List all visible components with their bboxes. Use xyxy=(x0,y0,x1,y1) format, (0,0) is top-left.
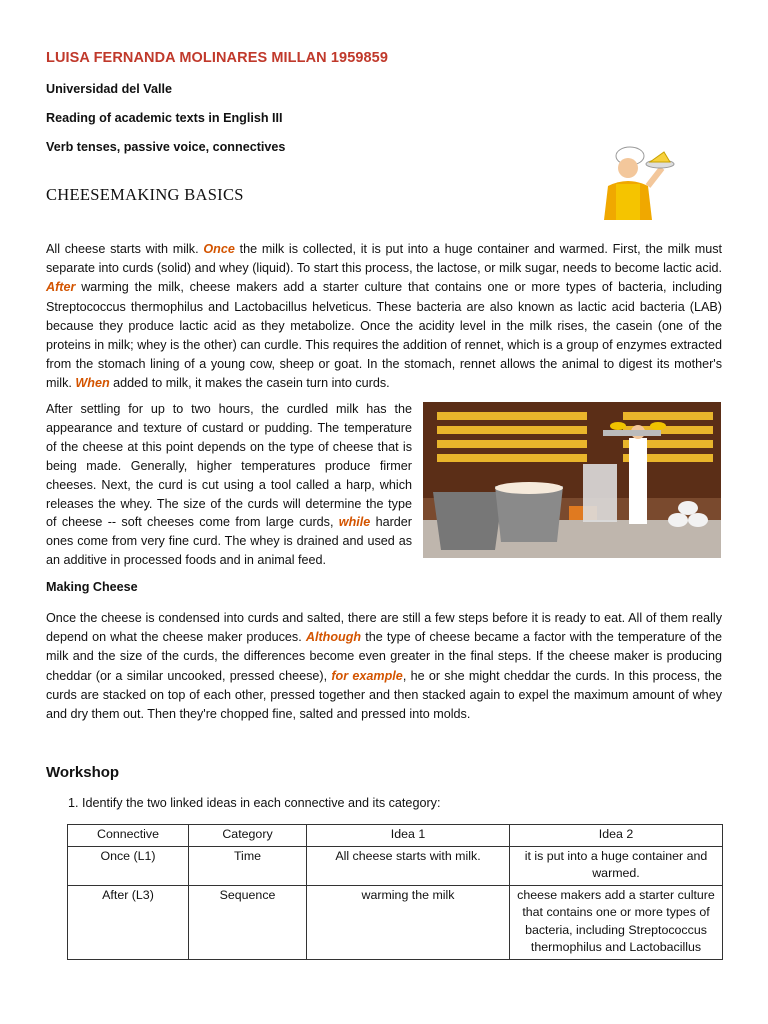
connective-although: Although xyxy=(305,630,362,645)
course: Reading of academic texts in English III xyxy=(46,111,283,125)
connective-while: while xyxy=(338,515,371,530)
column-header: Connective xyxy=(68,825,189,847)
paragraph-3: Once the cheese is condensed into curds and salted, there are still a few steps before it is ready to eat. All of them really depend on what the cheese maker produces. Although the type of cheese became a factor with the temperature of the milk and the size of the curds, the differences become even greater in the final steps. If the cheese maker is producing cheddar (or a similar uncooked, pressed cheese), for example, he or she might cheddar the curds. In this process, the curds are stacked on top of each other, pressed together and then stacked again to expel the maximum amount of whey and dry them out. Then they're chopped fine, salted and pressed into molds. xyxy=(46,611,723,722)
table-cell: it is put into a huge container and warmed. xyxy=(510,846,723,885)
topic: Verb tenses, passive voice, connectives xyxy=(46,140,286,154)
connective-after: After xyxy=(46,280,76,295)
table-cell: Sequence xyxy=(189,885,307,959)
connectives-table xyxy=(67,824,723,960)
workshop-question-1: 1. Identify the two linked ideas in each connective and its category: xyxy=(68,796,441,810)
table-row xyxy=(68,846,723,885)
table-row xyxy=(68,885,723,959)
author-name: LUISA FERNANDA MOLINARES MILLAN 1959859 xyxy=(46,50,389,66)
table-cell: After (L3) xyxy=(68,885,189,959)
column-header: Category xyxy=(189,825,307,847)
table-header-row xyxy=(68,825,723,847)
section-heading-making-cheese: Making Cheese xyxy=(46,580,138,594)
cheese-factory-illustration xyxy=(423,402,721,558)
table-cell: warming the milk xyxy=(307,885,510,959)
table-cell: Time xyxy=(189,846,307,885)
table-cell: Once (L1) xyxy=(68,846,189,885)
university: Universidad del Valle xyxy=(46,82,172,96)
page-title: CHEESEMAKING BASICS xyxy=(46,185,244,204)
paragraph-1: All cheese starts with milk. Once the milk is collected, it is put into a huge container and warmed. First, the milk must separate into curds (solid) and whey (liquid). To start this process, the lactose, or milk sugar, needs to become lactic acid. After warming the milk, cheese makers add a starter culture that contains one or more types of bacteria, including Streptococcus thermophilus and Lactobacillus helveticus. These bacteria are also known as lactic acid bacteria (LAB) because they produce lactic acid as they metabolize. Once the acidity level in the milk rises, the casein (one of the proteins in milk; whey is the other) can curdle. This requires the addition of rennet, which is a group of enzymes extracted from the stomach lining of a young cow, sheep or goat. In the stomach, rennet allows the animal to digest its mother's milk. When added to milk, it makes the casein turn into curds. xyxy=(46,242,722,391)
connective-when: When xyxy=(75,376,110,391)
workshop-heading: Workshop xyxy=(46,764,120,781)
chef-illustration xyxy=(584,128,676,220)
connective-for-example: for example xyxy=(331,668,403,683)
column-header: Idea 2 xyxy=(510,825,723,847)
paragraph-2: After settling for up to two hours, the curdled milk has the appearance and texture of custard or pudding. The temperature of the cheese at this point depends on the type of cheese that is being made. Generally, higher temperatures produce firmer cheeses. Next, the curd is cut using a tool called a harp, which releases the whey. The size of the curds will determine the type of cheese -- soft cheeses come from large curds, while harder ones come from very fine curd. The whey is drained and used as an additive in processed foods and in animal feed. xyxy=(46,402,412,568)
table-cell: All cheese starts with milk. xyxy=(307,846,510,885)
table-cell: cheese makers add a starter culture that contains one or more types of bacteria, including Streptococcus thermophilus and Lactobacillus xyxy=(510,885,723,959)
connective-once: Once xyxy=(203,242,235,256)
column-header: Idea 1 xyxy=(307,825,510,847)
